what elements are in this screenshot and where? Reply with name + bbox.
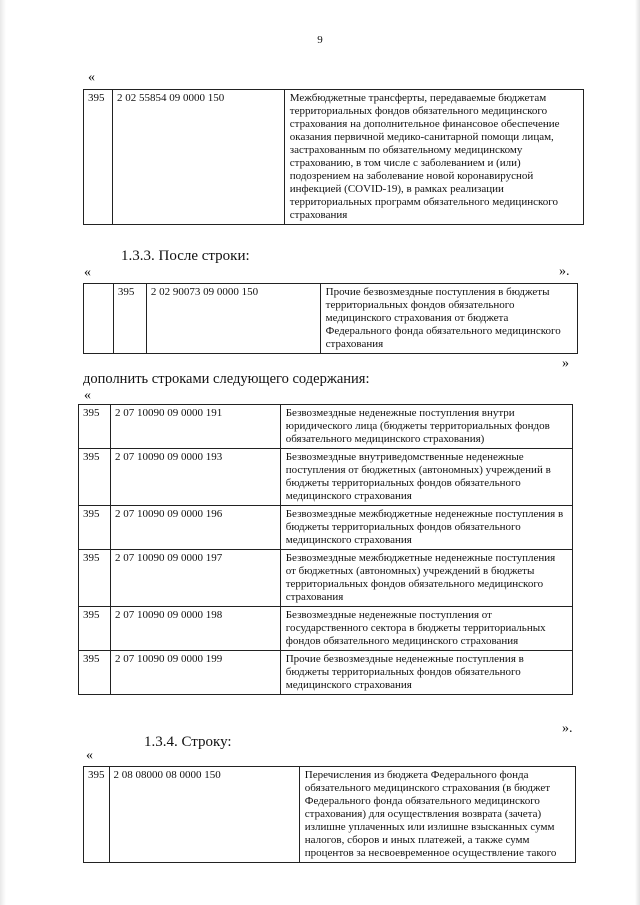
table-block-3 [78, 404, 573, 695]
admin-code-cell: 395 [84, 90, 113, 225]
table-row [79, 651, 573, 695]
description-cell: Безвозмездные межбюджетные неденежные поступления от бюджетных (автономных) учреждений в бюджеты территориальных фондов обязательного медицинского страхования [280, 550, 572, 607]
close-quote: ». [562, 721, 573, 736]
admin-code-cell: 395 [79, 607, 111, 651]
blank-cell [84, 284, 114, 354]
table-block-4 [83, 766, 576, 863]
table-row [79, 506, 573, 550]
close-quote: ». [559, 264, 570, 279]
open-quote: « [84, 388, 91, 403]
description-cell: Межбюджетные трансферты, передаваемые бюджетам территориальных фондов обязательного медицинского страхования на дополнительное финансовое обеспечение оказания первичной медико-санитарной помощи лицам, застрахованным по обязательному медицинскому страхованию, в том числе с заболеванием и (или) подозрением на заболевание новой коронавирусной инфекцией (COVID-19), в рамках реализации территориальных программ обязательного медицинского страхования [284, 90, 583, 225]
section-heading-1-3-3: 1.3.3. После строки: [121, 248, 250, 264]
table-block-1 [83, 89, 584, 225]
classification-code-cell: 2 02 55854 09 0000 150 [112, 90, 284, 225]
open-quote: « [84, 265, 91, 280]
admin-code-cell: 395 [113, 284, 146, 354]
scan-edge-right [635, 0, 640, 905]
scan-edge-left [0, 0, 6, 905]
close-quote: » [562, 356, 569, 371]
admin-code-cell: 395 [79, 449, 111, 506]
description-cell: Прочие безвозмездные поступления в бюджеты территориальных фондов обязательного медицинского страхования от бюджета Федерального фонда обязательного медицинского страхования [320, 284, 577, 354]
classification-code-cell: 2 07 10090 09 0000 193 [110, 449, 280, 506]
classification-code-cell: 2 07 10090 09 0000 199 [110, 651, 280, 695]
admin-code-cell: 395 [79, 405, 111, 449]
open-quote: « [86, 748, 93, 763]
page-number: 9 [317, 34, 323, 46]
table-row [84, 767, 576, 863]
table-row [84, 284, 578, 354]
table-row [79, 607, 573, 651]
classification-code-cell: 2 07 10090 09 0000 196 [110, 506, 280, 550]
classification-code-cell: 2 08 08000 08 0000 150 [109, 767, 299, 863]
classification-code-cell: 2 02 90073 09 0000 150 [146, 284, 320, 354]
description-cell: Безвозмездные неденежные поступления от государственного сектора в бюджеты территориальных фондов обязательного медицинского страхования [280, 607, 572, 651]
table-row [79, 550, 573, 607]
classification-code-cell: 2 07 10090 09 0000 198 [110, 607, 280, 651]
table-row [79, 449, 573, 506]
classification-code-cell: 2 07 10090 09 0000 191 [110, 405, 280, 449]
table-row [84, 90, 584, 225]
description-cell: Перечисления из бюджета Федерального фонда обязательного медицинского страхования (в бюджет Федерального фонда обязательного медицинского страхования) для осуществления возврата (зачета) излишне уплаченных или излишне взысканных сумм налогов, сборов и иных платежей, а также сумм процентов за несвоевременное осуществление такого [299, 767, 575, 863]
classification-code-cell: 2 07 10090 09 0000 197 [110, 550, 280, 607]
table-row [79, 405, 573, 449]
admin-code-cell: 395 [79, 550, 111, 607]
description-cell: Прочие безвозмездные неденежные поступления в бюджеты территориальных фондов обязательного медицинского страхования [280, 651, 572, 695]
description-cell: Безвозмездные межбюджетные неденежные поступления в бюджеты территориальных фондов обязательного медицинского страхования [280, 506, 572, 550]
section-heading-1-3-4: 1.3.4. Строку: [144, 734, 232, 750]
table-block-2 [83, 283, 578, 354]
open-quote: « [88, 70, 95, 85]
admin-code-cell: 395 [79, 651, 111, 695]
admin-code-cell: 395 [84, 767, 110, 863]
description-cell: Безвозмездные внутриведомственные неденежные поступления от бюджетных (автономных) учреждений в бюджеты территориальных фондов обязательного медицинского страхования [280, 449, 572, 506]
description-cell: Безвозмездные неденежные поступления внутри юридического лица (бюджеты территориальных фондов обязательного медицинского страхования) [280, 405, 572, 449]
admin-code-cell: 395 [79, 506, 111, 550]
supplement-text: дополнить строками следующего содержания: [83, 371, 370, 387]
